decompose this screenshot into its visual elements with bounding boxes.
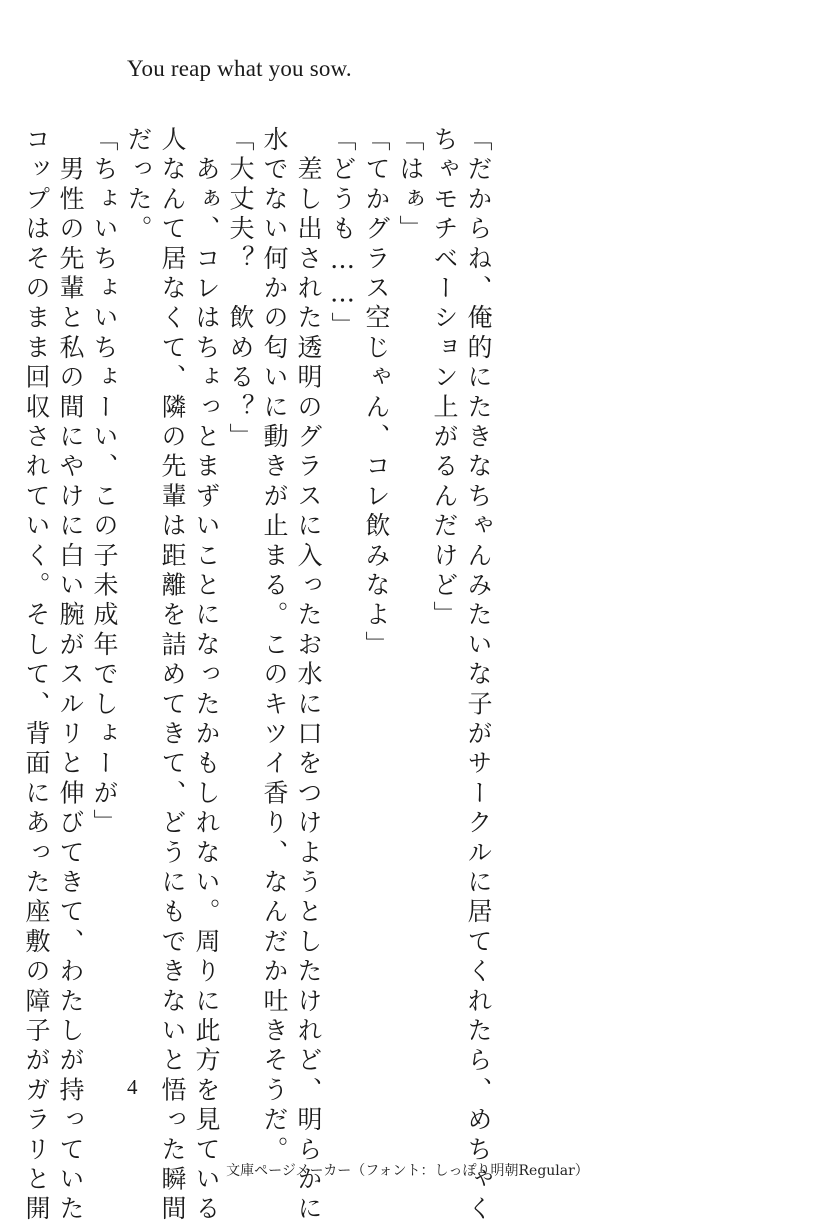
text-line: 差し出された透明のグラスに入ったお水に口をつけようとしたけれど、明らかに xyxy=(294,126,323,1225)
text-line: 水でない何かの匂いに動きが止まる。このキツイ香り、なんだか吐きそうだ。 xyxy=(260,126,289,1166)
text-line: 「てかグラス空じゃん、コレ飲みなよ」 xyxy=(362,126,391,661)
text-line: 「だからね、俺的にたきなちゃんみたいな子がサークルに居てくれたら、めちゃく xyxy=(464,126,493,1225)
text-line: だった。 xyxy=(124,126,153,245)
page-title: You reap what you sow. xyxy=(127,56,352,81)
text-line: 「はぁ」 xyxy=(396,126,425,245)
text-line: 「どうも……」 xyxy=(328,126,357,342)
text-line: ちゃモチベーション上がるんだけど」 xyxy=(430,126,459,631)
text-line: 「大丈夫？ 飲める？」 xyxy=(226,126,255,453)
text-line: あぁ、コレはちょっとまずいことになったかもしれない。周りに此方を見ている xyxy=(192,126,221,1225)
text-line: 男性の先輩と私の間にやけに白い腕がスルリと伸びてきて、わたしが持っていた xyxy=(56,126,85,1225)
page-number: 4 xyxy=(127,1075,138,1099)
footer-credit: 文庫ページメーカー（フォント：しっぽり明朝Regular） xyxy=(226,1163,589,1179)
text-line: 「ちょいちょいちょーい、この子未成年でしょーが」 xyxy=(90,126,119,839)
text-line: コップはそのまま回収されていく。そして、背面にあった座敷の障子がガラリと開 xyxy=(22,126,51,1225)
text-line: 人なんて居なくて、隣の先輩は距離を詰めてきて、どうにもできないと悟った瞬間 xyxy=(158,126,187,1225)
